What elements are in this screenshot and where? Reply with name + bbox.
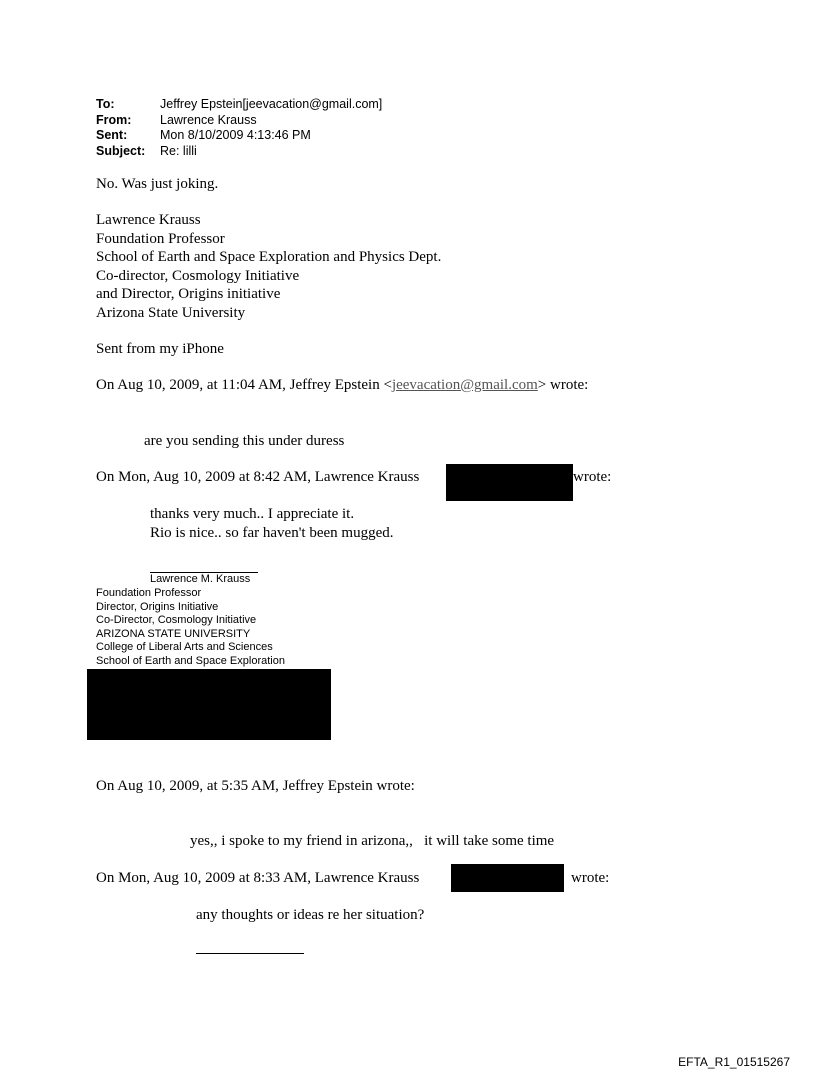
redaction-block (446, 464, 573, 501)
signature-divider (196, 953, 304, 954)
to-value: Jeffrey Epstein[jeevacation@gmail.com] (160, 97, 383, 111)
quote4-body: any thoughts or ideas re her situation? (196, 907, 425, 923)
from-value: Lawrence Krauss (160, 112, 257, 127)
redaction-block (451, 864, 564, 892)
sig2-line: Director, Origins Initiative (96, 600, 219, 613)
header-sent-row (96, 128, 311, 144)
sig2-line: School of Earth and Space Exploration (96, 654, 285, 667)
sent-from-text: Sent from my iPhone (96, 341, 224, 357)
sig2-line: Foundation Professor (96, 587, 202, 599)
quote2-line: thanks very much.. I appreciate it. (150, 506, 355, 522)
sent-value: Mon 8/10/2009 4:13:46 PM (160, 128, 311, 142)
sig2-line: Co-Director, Cosmology Initiative (96, 614, 257, 627)
sig2-block (96, 587, 285, 669)
quote3-body: yes,, i spoke to my friend in arizona,, it will take some time (190, 833, 555, 849)
signature-line: and Director, Origins initiative (96, 286, 281, 302)
subject-label: Subject: (96, 143, 146, 158)
signature-line: School of Earth and Space Exploration and Physics Dept. (96, 249, 442, 265)
document-id: EFTA_R1_01515267 (678, 1055, 790, 1069)
quote2-prefix: On Mon, Aug 10, 2009 at 8:42 AM, Lawrence Krauss (96, 469, 420, 485)
quote3-header: On Aug 10, 2009, at 5:35 AM, Jeffrey Epstein wrote: (96, 778, 415, 794)
header-from-row (96, 113, 257, 129)
to-label: To: (96, 97, 115, 111)
quote1-header (96, 376, 588, 395)
sig2-line: ARIZONA STATE UNIVERSITY (96, 627, 251, 640)
signature-line: Foundation Professor (96, 230, 225, 247)
quote4-suffix: wrote: (571, 870, 610, 886)
subject-value: Re: lilli (160, 143, 197, 158)
reply-text: No. Was just joking. (96, 176, 219, 192)
redaction-block (87, 669, 331, 740)
quote2-line: Rio is nice.. so far haven't been mugged. (150, 524, 394, 541)
signature-line: Co-director, Cosmology Initiative (96, 267, 300, 284)
from-label: From: (96, 112, 132, 127)
sent-label: Sent: (96, 128, 128, 142)
header-subject-row (96, 144, 197, 160)
signature (96, 211, 441, 322)
quote1-suffix: > wrote: (537, 377, 589, 393)
signature-line: Lawrence Krauss (96, 212, 201, 228)
sig2-name: Lawrence M. Krauss (150, 573, 251, 585)
quote1-prefix: On Aug 10, 2009, at 11:04 AM, Jeffrey Epstein < (96, 377, 392, 393)
quote1-email-link[interactable]: jeevacation@gmail.com (391, 377, 538, 393)
quote4-prefix: On Mon, Aug 10, 2009 at 8:33 AM, Lawrence Krauss (96, 870, 420, 886)
quote1-body: are you sending this under duress (144, 433, 345, 449)
signature-line: Arizona State University (96, 304, 246, 321)
header-to-row (96, 97, 382, 113)
quote2-suffix: wrote: (573, 469, 612, 485)
sig2-line: College of Liberal Arts and Sciences (96, 641, 273, 654)
quote2-body (150, 505, 393, 542)
